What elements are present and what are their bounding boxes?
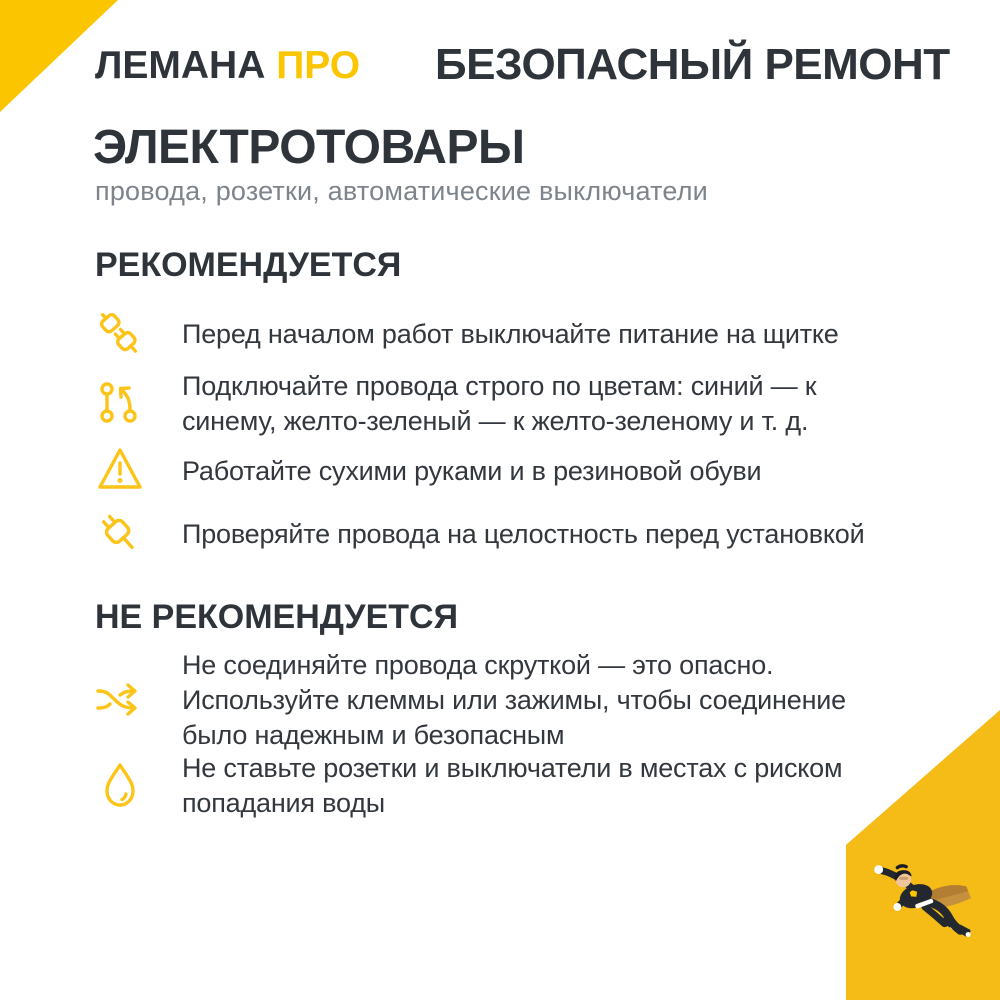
plug-cable-icon bbox=[92, 506, 148, 562]
disconnected-plug-icon bbox=[92, 306, 148, 362]
list-item bbox=[92, 440, 902, 502]
brand-logo-suffix: ПРО bbox=[276, 44, 361, 87]
list-item-text: Не ставьте розетки и выключатели в местах с риском попадания воды bbox=[182, 753, 843, 818]
list-item-text: Подключайте провода строго по цветам: синий — к синему, желто-зеленый — к желто-зеленому и т. д. bbox=[182, 371, 817, 436]
flying-superhero-mascot bbox=[858, 846, 976, 964]
wire-color-match-icon bbox=[92, 376, 148, 432]
list-item-text: Не соединяйте провода скруткой — это опасно. Используйте клеммы или зажимы, чтобы соединение было надежным и безопасным bbox=[182, 649, 846, 750]
list-item bbox=[92, 303, 902, 365]
section-heading-recommended: РЕКОМЕНДУЕТСЯ bbox=[95, 246, 402, 284]
list-item bbox=[92, 750, 902, 822]
warning-triangle-icon bbox=[92, 443, 148, 499]
twisted-wires-shuffle-icon bbox=[92, 672, 148, 728]
brand-logo-name: ЛЕМАНА bbox=[95, 44, 266, 87]
section-heading-not-recommended: НЕ РЕКОМЕНДУЕТСЯ bbox=[95, 598, 459, 636]
page-title: ЭЛЕКТРОТОВАРЫ bbox=[93, 121, 525, 174]
list-item bbox=[92, 368, 902, 440]
header-title: БЕЗОПАСНЫЙ РЕМОНТ bbox=[435, 40, 950, 89]
list-item-text: Проверяйте провода на целостность перед установкой bbox=[182, 518, 865, 549]
water-drop-icon bbox=[92, 758, 148, 814]
brand-logo bbox=[95, 44, 360, 88]
list-item bbox=[92, 503, 902, 565]
list-item bbox=[92, 650, 902, 750]
list-item-text: Работайте сухими руками и в резиновой обуви bbox=[182, 455, 762, 486]
page-subtitle: провода, розетки, автоматические выключатели bbox=[95, 176, 708, 206]
list-item-text: Перед началом работ выключайте питание на щитке bbox=[182, 318, 839, 349]
